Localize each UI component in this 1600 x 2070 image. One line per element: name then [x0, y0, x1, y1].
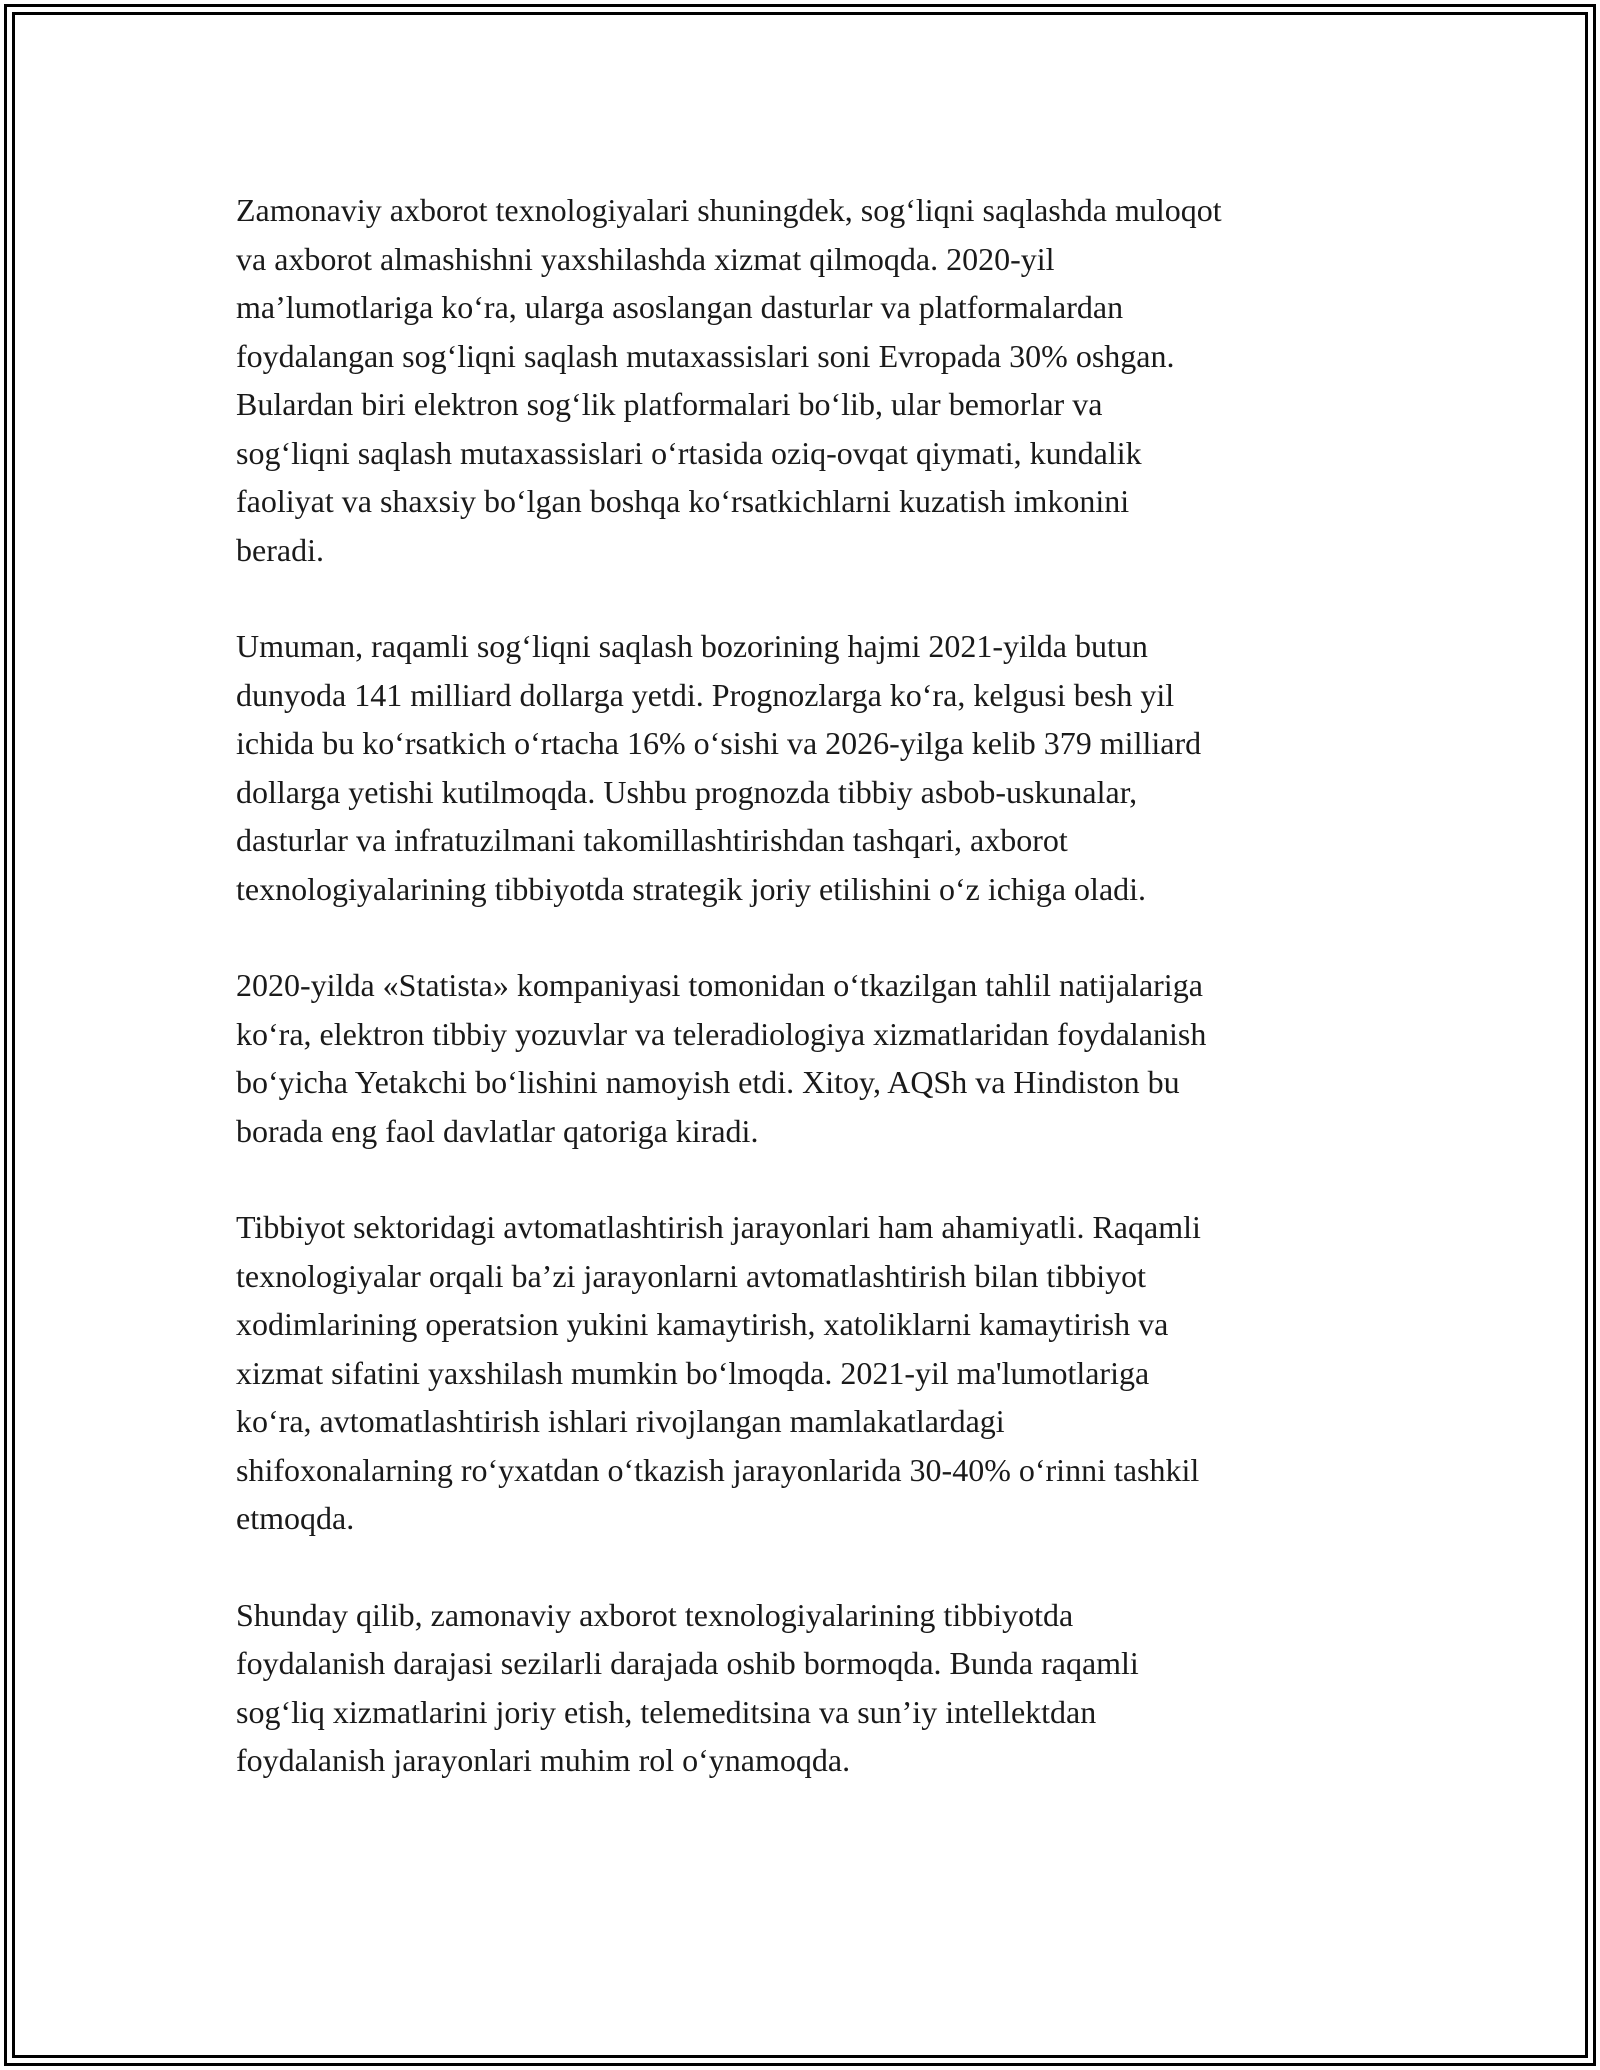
paragraph-2 — [236, 622, 1396, 913]
document-body — [236, 186, 1396, 1833]
text-line: shifoxonalarning ro‘yxatdan o‘tkazish jarayonlarida 30-40% o‘rinni tashkil — [236, 1451, 1200, 1488]
text-line: etmoqda. — [236, 1500, 355, 1536]
text-line: dasturlar va infratuzilmani takomillashtirishdan tashqari, axborot — [236, 822, 1068, 858]
text-line: xizmat sifatini yaxshilash mumkin bo‘lmoqda. 2021-yil ma'lumotlariga — [236, 1354, 1150, 1391]
text-line: texnologiyalarining tibbiyotda strategik joriy etilishini o‘z ichiga oladi. — [236, 870, 1147, 907]
text-line: faoliyat va shaxsiy bo‘lgan boshqa ko‘rsatkichlarni kuzatish imkonini — [236, 483, 1130, 519]
text-line: texnologiyalar orqali ba’zi jarayonlarni avtomatlashtirish bilan tibbiyot — [236, 1257, 1146, 1294]
text-line: Bulardan biri elektron sog‘lik platformalari bo‘lib, ular bemorlar va — [236, 386, 1103, 422]
paragraph-4 — [236, 1203, 1396, 1543]
text-line: ko‘ra, elektron tibbiy yozuvlar va teleradiologiya xizmatlaridan foydalanish — [236, 1015, 1207, 1052]
text-line: sog‘liq xizmatlarini joriy etish, telemeditsina va sun’iy intellektdan — [236, 1693, 1097, 1730]
text-line: Shunday qilib, zamonaviy axborot texnologiyalarining tibbiyotda — [236, 1596, 1074, 1633]
text-line: 2020-yilda «Statista» kompaniyasi tomonidan o‘tkazilgan tahlil natijalariga — [236, 967, 1203, 1003]
text-line: dunyoda 141 milliard dollarga yetdi. Prognozlarga ko‘ra, kelgusi besh yil — [236, 676, 1175, 713]
text-line: foydalanish darajasi sezilarli darajada oshib bormoqda. Bunda raqamli — [236, 1645, 1139, 1681]
text-line: ichida bu ko‘rsatkich o‘rtacha 16% o‘sishi va 2026-yilga kelib 379 milliard — [236, 725, 1202, 761]
text-line: foydalanish jarayonlari muhim rol o‘ynamoqda. — [236, 1742, 851, 1778]
text-line: beradi. — [236, 531, 324, 568]
text-line: ko‘ra, avtomatlashtirish ishlari rivojlangan mamlakatlardagi — [236, 1403, 1005, 1439]
text-line: Zamonaviy axborot texnologiyalari shuningdek, sog‘liqni saqlashda muloqot — [236, 192, 1222, 228]
paragraph-3 — [236, 961, 1396, 1155]
text-line: dollarga yetishi kutilmoqda. Ushbu prognozda tibbiy asbob-uskunalar, — [236, 773, 1138, 810]
text-line: Tibbiyot sektoridagi avtomatlashtirish jarayonlari ham ahamiyatli. Raqamli — [236, 1209, 1201, 1245]
text-line: xodimlarining operatsion yukini kamaytirish, xatoliklarni kamaytirish va — [236, 1306, 1169, 1342]
text-line: Umuman, raqamli sog‘liqni saqlash bozorining hajmi 2021-yilda butun — [236, 628, 1148, 664]
text-line: va axborot almashishni yaxshilashda xizmat qilmoqda. 2020-yil — [236, 240, 1055, 277]
text-line: bo‘yicha Yetakchi bo‘lishini namoyish etdi. Xitoy, AQSh va Hindiston bu — [236, 1064, 1180, 1100]
text-line: foydalangan sog‘liqni saqlash mutaxassislari soni Evropada 30% oshgan. — [236, 337, 1175, 374]
paragraph-5 — [236, 1591, 1396, 1785]
text-line: ma’lumotlariga ko‘ra, ularga asoslangan dasturlar va platformalardan — [236, 289, 1124, 325]
text-line: borada eng faol davlatlar qatoriga kiradi. — [236, 1112, 759, 1149]
paragraph-1 — [236, 186, 1396, 574]
text-line: sog‘liqni saqlash mutaxassislari o‘rtasida oziq-ovqat qiymati, kundalik — [236, 434, 1142, 471]
